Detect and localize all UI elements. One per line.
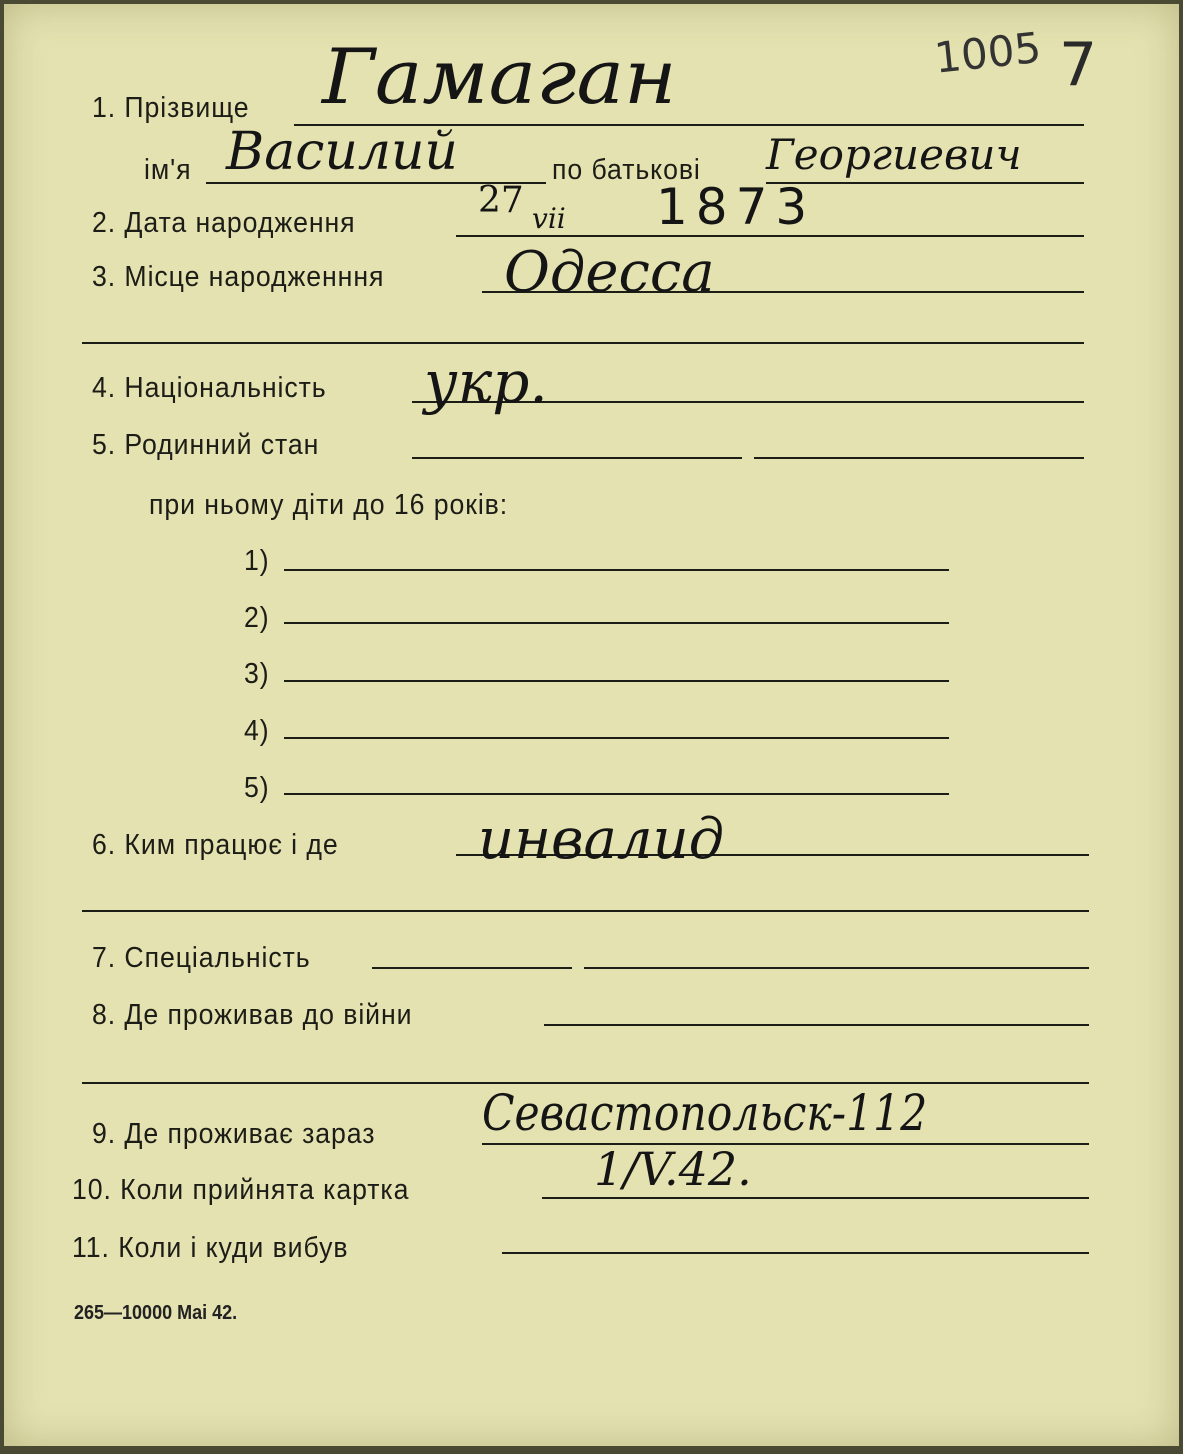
prewar-residence-line-1 [544,1024,1089,1026]
departure-label: 11. Коли і куди вибув [72,1232,349,1264]
archive-mark: 7 [1059,30,1098,100]
child-number-4: 4) [244,715,270,747]
archive-number: 1005 [932,22,1044,83]
birth-date-label: 2. Дата народження [92,207,356,239]
surname-value[interactable]: Гамаган [322,32,677,121]
patronymic-label: по батькові [552,154,701,186]
marital-status-label: 5. Родинний стан [92,429,320,461]
child-line-3 [284,680,949,682]
child-line-5 [284,793,949,795]
marital-status-line-1 [412,457,742,459]
card-accepted-line [542,1197,1089,1199]
occupation-value[interactable]: инвалид [478,807,725,872]
occupation-line-2 [82,910,1089,912]
child-line-1 [284,569,949,571]
name-value[interactable]: Василий [226,122,458,182]
prewar-residence-label: 8. Де проживав до війни [92,999,413,1031]
registration-card [4,4,1179,1446]
child-line-2 [284,622,949,624]
current-residence-value[interactable]: Севастопольск-112 [482,1084,928,1142]
birth-place-value[interactable]: Одесса [504,240,715,305]
child-number-5: 5) [244,772,270,804]
current-residence-line [482,1143,1089,1145]
children-label: при ньому діти до 16 років: [149,489,509,521]
child-line-4 [284,737,949,739]
name-label: ім'я [144,154,192,186]
birth-place-line-2 [82,342,1084,344]
card-accepted-label: 10. Коли прийнята картка [72,1174,410,1206]
occupation-label: 6. Ким працює і де [92,829,339,861]
nationality-label: 4. Національність [92,372,327,404]
patronymic-value[interactable]: Георгиевич [766,130,1022,179]
birth-year[interactable]: 1873 [656,178,816,236]
departure-line [502,1252,1089,1254]
birth-day[interactable]: 27 [478,180,524,221]
specialty-label: 7. Спеціальність [92,942,311,974]
child-number-3: 3) [244,658,270,690]
current-residence-label: 9. Де проживає зараз [92,1118,376,1150]
child-number-2: 2) [244,602,270,634]
print-code: 265—10000 Mai 42. [74,1302,238,1324]
birth-place-label: 3. Місце народженння [92,261,385,293]
surname-label: 1. Прізвище [92,92,250,124]
nationality-value[interactable]: укр. [424,348,548,416]
card-accepted-value[interactable]: 1/V.42. [594,1142,752,1196]
marital-status-line-2 [754,457,1084,459]
child-number-1: 1) [244,545,270,577]
specialty-line-2 [584,967,1089,969]
birth-month[interactable]: vii [532,202,566,235]
specialty-line-1 [372,967,572,969]
